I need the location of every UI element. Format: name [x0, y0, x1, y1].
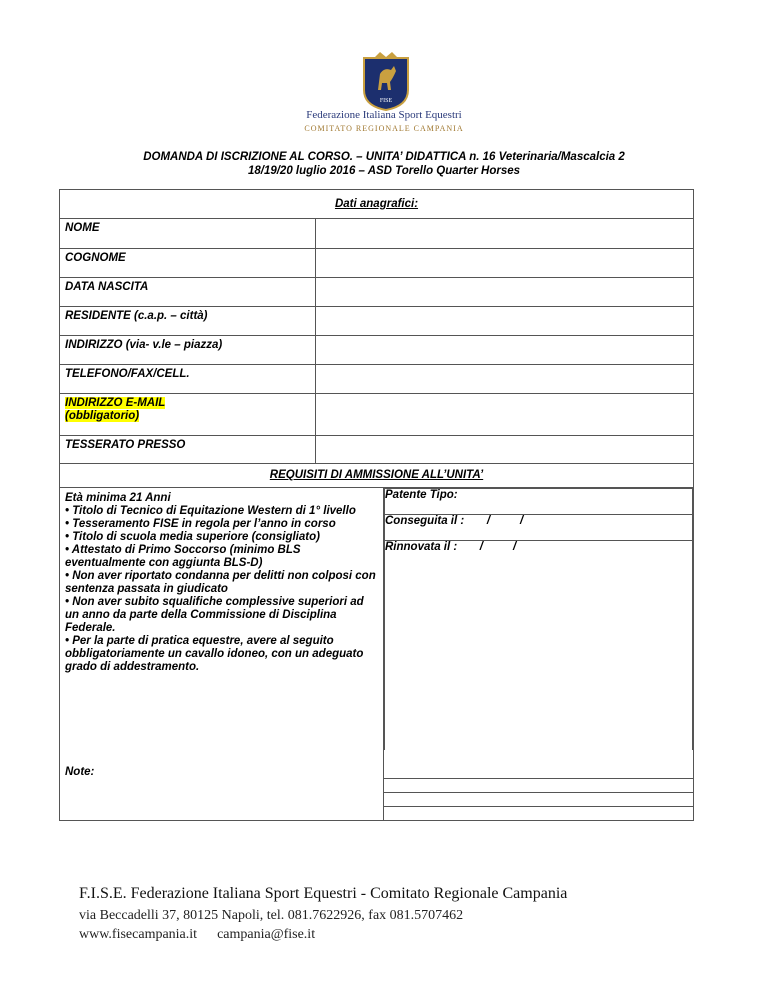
requirement-item: • Attestato di Primo Soccorso (minimo BLS eventualmente con aggiunta BLS-D)	[65, 544, 301, 569]
field-input-residente[interactable]	[316, 307, 694, 336]
rinnovata-field[interactable]	[385, 541, 693, 751]
section-personal-data-title: Dati anagrafici:	[60, 190, 694, 219]
date-separator: /	[513, 541, 517, 553]
footer-address: via Beccadelli 37, 80125 Napoli, tel. 081.7622926, fax 081.5707462	[79, 908, 464, 923]
registration-form	[59, 189, 694, 821]
notes-label: Note:	[60, 766, 384, 820]
requirement-item: • Titolo di Tecnico di Equitazione Western di 1° livello	[65, 505, 356, 517]
requirement-item: • Non aver subito squalifiche complessive superiori ad un anno da parte della Commissione di Disciplina Federale.	[65, 596, 364, 634]
requirement-item: • Non aver riportato condanna per delitti non colposi con sentenza passata in giudicato	[65, 570, 376, 595]
field-label-email	[60, 394, 316, 436]
date-separator: /	[520, 515, 524, 527]
footer-organization: F.I.S.E. Federazione Italiana Sport Equestri - Comitato Regionale Campania	[79, 885, 568, 902]
requirement-item: • Titolo di scuola media superiore (consigliato)	[65, 531, 320, 543]
field-input-nome[interactable]	[316, 219, 694, 249]
requirement-item: • Tesseramento FISE in regola per l’anno in corso	[65, 518, 336, 530]
date-separator: /	[479, 541, 483, 553]
patente-tipo-label: Patente Tipo:	[385, 489, 693, 515]
conseguita-label: Conseguita il :	[385, 515, 465, 527]
field-input-email[interactable]	[316, 394, 694, 436]
field-label-cognome: COGNOME	[60, 249, 316, 278]
requirements-list	[60, 488, 384, 766]
fise-logo	[360, 52, 412, 112]
requirement-item: • Per la parte di pratica equestre, avere al seguito obbligatoriamente un cavallo idoneo, con un adeguato grado di addestramento.	[65, 635, 364, 673]
field-label-residente: RESIDENTE (c.a.p. – città)	[60, 307, 316, 336]
committee-name: COMITATO REGIONALE CAMPANIA	[304, 124, 464, 133]
field-label-tesserato: TESSERATO PRESSO	[60, 436, 316, 464]
svg-text:FISE: FISE	[379, 98, 393, 104]
notes-lines[interactable]	[384, 766, 694, 820]
field-label-nome: NOME	[60, 219, 316, 249]
form-title: DOMANDA DI ISCRIZIONE AL CORSO. – UNITA’ DIDATTICA n. 16 Veterinaria/Mascalcia 2	[143, 151, 625, 163]
footer-contacts	[79, 927, 315, 943]
field-input-data-nascita[interactable]	[316, 278, 694, 307]
license-details	[384, 488, 694, 766]
requirement-item: Età minima 21 Anni	[65, 492, 171, 504]
field-input-cognome[interactable]	[316, 249, 694, 278]
email-label-line1: INDIRIZZO E-MAIL	[65, 397, 166, 409]
footer-website-link[interactable]: www.fisecampania.it	[79, 927, 198, 942]
footer-email-link[interactable]: campania@fise.it	[217, 927, 316, 942]
form-subtitle: 18/19/20 luglio 2016 – ASD Torello Quarter Horses	[247, 165, 521, 177]
field-input-tesserato[interactable]	[316, 436, 694, 464]
field-label-indirizzo: INDIRIZZO (via- v.le – piazza)	[60, 336, 316, 365]
federation-name: Federazione Italiana Sport Equestri	[306, 109, 462, 121]
field-input-telefono[interactable]	[316, 365, 694, 394]
date-separator: /	[486, 515, 491, 527]
field-label-telefono: TELEFONO/FAX/CELL.	[60, 365, 316, 394]
field-label-data-nascita: DATA NASCITA	[60, 278, 316, 307]
conseguita-field[interactable]	[385, 515, 693, 541]
email-label-line2: (obbligatorio)	[65, 410, 140, 422]
rinnovata-label: Rinnovata il :	[385, 541, 458, 553]
field-input-indirizzo[interactable]	[316, 336, 694, 365]
section-requirements-title: REQUISITI DI AMMISSIONE ALL’UNITA’	[60, 464, 694, 488]
